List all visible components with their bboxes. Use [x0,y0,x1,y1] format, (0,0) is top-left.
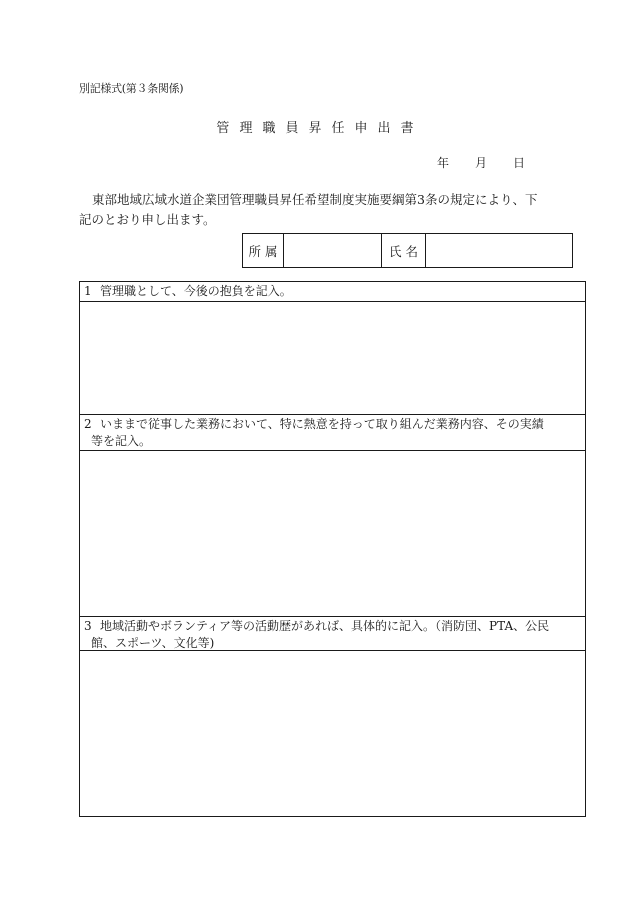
section-3-prompt-line-1: 地域活動やボランティア等の活動歴があれば、具体的に記入。（消防団、PTA、公民 [100,619,550,633]
title-char: 員 [285,121,299,136]
date-month-label: 月 [475,156,488,170]
section-1-prompt: 管理職として、今後の抱負を記入。 [100,284,292,298]
document-title [0,117,630,136]
section-1-header [80,282,585,302]
title-char: 職 [262,121,276,136]
section-2-header [80,415,585,451]
section-2-prompt-line-2: 等を記入。 [91,434,152,448]
section-3-header [80,617,585,651]
section-2-answer-area[interactable] [80,451,585,616]
intro-line-2: 記のとおり申し出ます。 [79,212,216,227]
section-2-prompt-line-1: いままで従事した業務において、特に熱意を持って取り組んだ業務内容、その実績 [100,417,544,431]
affiliation-table [242,233,573,268]
section-number: 2 [84,417,92,431]
intro-line-1: 東部地域広域水道企業団管理職員昇任希望制度実施要綱第3条の規定により、下 [92,192,538,207]
section-number: 1 [84,284,92,298]
department-label: 所 属 [243,234,284,268]
date-year-label: 年 [437,156,450,170]
name-field[interactable] [426,234,573,268]
section-3-answer-area[interactable] [80,651,585,816]
date-day-label: 日 [513,156,526,170]
section-number: 3 [84,619,92,633]
statement-form [79,281,586,817]
form-reference: 別記様式(第３条関係) [79,82,184,95]
title-char: 任 [331,121,345,136]
title-char: 出 [377,121,391,136]
title-char: 昇 [308,121,322,136]
section-1-answer-area[interactable] [80,302,585,414]
title-char: 書 [400,121,414,136]
name-label: 氏 名 [382,234,426,268]
intro-paragraph [79,190,579,230]
section-3-prompt-line-2: 館、スポーツ、文化等) [91,636,215,650]
date-line [437,154,525,171]
department-field[interactable] [284,234,382,268]
title-char: 理 [239,121,253,136]
title-char: 申 [354,121,368,136]
title-char: 管 [216,121,230,136]
